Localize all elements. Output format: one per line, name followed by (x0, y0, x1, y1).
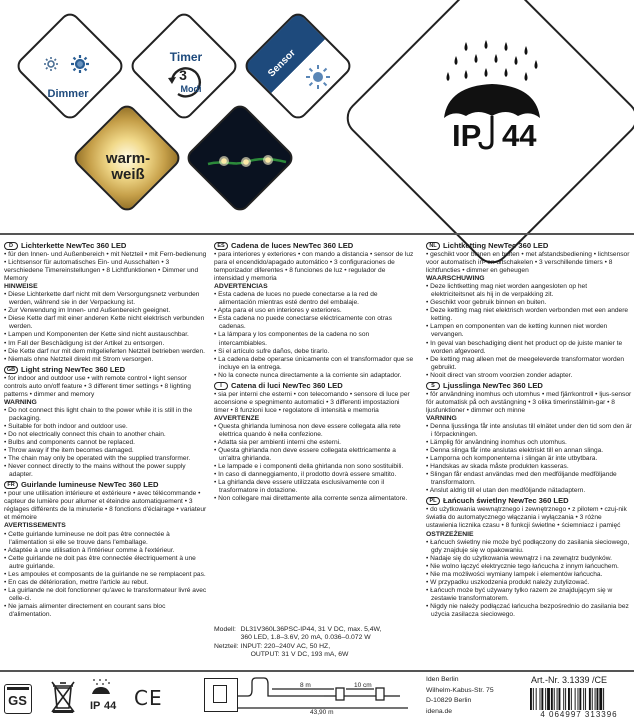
small-umbrella-icon (90, 678, 112, 698)
warning-item: • Ne jamais alimenter directement en courant sans bloc d'alimentation. (4, 602, 166, 618)
warning-heading: AVERTISSEMENTS (4, 522, 66, 530)
model-specs (214, 626, 383, 660)
feature-text: • för användning inomhus och utomhus • med fjärrkontroll • ljus-sensor för automatisk på och avstängning • 3 olika timerinställnin-gar • 8 ljusfunktioner • dimmer och minne (426, 390, 632, 414)
sensor-label: Sensor (266, 47, 298, 80)
address-line-3: D-10829 Berlin (426, 697, 472, 705)
warning-item: • Cette guirlande ne doit pas être connectée électriquement à une autre guirlande. (4, 554, 196, 570)
small-ip-number: 44 (104, 700, 117, 712)
warning-item: • Questa ghirlanda luminosa non deve essere collegata alla rete elettrica quando è nella confezione. (214, 422, 401, 438)
warning-item: • Geschikt voor gebruik binnen en buiten. (426, 299, 547, 307)
barcode-bar (585, 688, 586, 710)
warning-heading: VARNING (426, 414, 457, 422)
warning-item: • Lampen en componenten van de ketting kunnen niet worden vervangen. (426, 323, 608, 339)
warning-item: • Handskas av skada måste produkten kasseras. (426, 463, 569, 471)
section-title: Catena di luci NewTec 360 LED (231, 380, 343, 390)
section-heading (214, 241, 414, 251)
warning-heading: HINWEISE (4, 283, 38, 291)
barcode-bar (571, 688, 572, 710)
warning-item: • Suitable for both indoor and outdoor use. (4, 422, 128, 430)
section-title: Łańcuch świetlny NewTec 360 LED (443, 496, 569, 506)
sensor-icon-frame (241, 9, 354, 122)
warning-item: • Nooit direct van stroom voorzien zonder adapter. (426, 371, 573, 379)
barcode-bar (597, 688, 599, 710)
barcode-bar (568, 688, 570, 710)
warning-item: • Throw away if the item becomes damaged. (4, 447, 134, 455)
barcode-bars (528, 688, 630, 712)
warning-heading: AVVERTENZE (214, 414, 260, 422)
warning-item: • Łańcuch świetlny nie może być podłączony do zasilania sieciowego, gdy znajduje się w opakowaniu. (426, 538, 630, 554)
warning-item: • Deze ketting mag niet elektrisch worden verbonden met een andere ketting. (426, 307, 629, 323)
model-value-2: 360 LED, 1.8–3.6V, 20 mA, 0.036–0.072 W (240, 634, 371, 642)
warning-item: • Deze lichtketting mag niet worden aangesloten op het elektriciteitsnet als hij in de verpakking zit. (426, 283, 588, 299)
language-badge: PL (426, 497, 440, 505)
warning-item: • In geval van beschadiging dient het product op de juiste manier te worden afgevoerd. (426, 339, 623, 355)
warning-item: • Lämplig för användning inomhus och utomhus. (426, 439, 567, 447)
warning-item: • Apta para el uso en interiores y exteriores. (214, 307, 342, 315)
warning-item: • Slingan får endast användas med den medföljande medföljande transformatorn. (426, 471, 617, 487)
netzteil-value-1: INPUT: 220–240V AC, 50 HZ, (240, 642, 331, 650)
warning-item: • De ketting mag alleen met de meegeleverde transformator worden gebruikt. (426, 355, 625, 371)
language-badge: I (214, 382, 228, 390)
barcode-digits: 4 064997 313396 (540, 710, 618, 719)
warning-item: • Do not connect this light chain to the power while it is still in the packaging. (4, 406, 193, 422)
dim-10cm: 10 cm (354, 682, 372, 689)
section-title: Lichterkette NewTec 360 LED (21, 241, 127, 250)
section-heading (426, 241, 632, 251)
warning-item: • Esta cadena no puede conectarse eléctricamente con otras cadenas. (214, 315, 392, 331)
barcode-bar (530, 688, 532, 710)
warning-item: • Zur Verwendung im Innen- und Außenbereich geeignet. (4, 307, 171, 315)
barcode-bar (579, 688, 581, 710)
warning-item: • Esta cadena de luces no puede conectarse a la red de alimentación mientras esté dentro del embalaje. (214, 291, 378, 307)
warm-label-2: weiß (111, 166, 145, 183)
barcode-bar (589, 688, 591, 710)
article-number: Art.-Nr. 3.1339 /CE (531, 675, 608, 685)
timer-label: Timer (169, 50, 203, 64)
language-badge: GB (4, 366, 18, 374)
language-badge: FR (4, 481, 18, 489)
barcode-bar (541, 688, 543, 710)
warning-item: • Diese Lichterkette darf nicht mit dem Versorgungsnetz verbunden werden, während sie in der Verpackung ist. (4, 291, 200, 307)
barcode-bar (547, 688, 550, 710)
model-value-1: DL31V360L36PSC-IP44, 31 V DC, max. 5,4W, (240, 626, 382, 633)
warning-item: • Nie ma możliwości wymiany lampek i elementów łańcucha. (426, 570, 603, 578)
warning-item: • Never connect directly to the mains without the power supply adapter. (4, 463, 186, 479)
sun-icon (303, 62, 333, 92)
language-badge: ES (214, 242, 228, 250)
modi-label: Modi (180, 84, 202, 94)
section-title: Cadena de luces NewTec 360 LED (231, 241, 354, 250)
feature-text: • para interiores y exteriores • con mando a distancia • sensor de luz para el encendido/apagado automático • 3 configuraciones de temporizador diferentes • 8 funciones de luz • regulador de intensidad y memoria (214, 251, 414, 283)
section-heading (214, 381, 414, 391)
gs-label: GS (8, 693, 27, 708)
barcode-bar (540, 688, 541, 710)
section-title: Guirlande lumineuse NewTec 360 LED (21, 480, 159, 490)
barcode-bar (575, 688, 576, 710)
barcode-bar (603, 688, 604, 710)
warning-item: • Łańcuch może być używany tylko razem ze znajdującym się w zestawie transformatorem. (426, 586, 613, 602)
warning-item: • Denna slinga får inte anslutas elektriskt till en annan slinga. (426, 447, 604, 455)
warning-item: • La guirlande ne doit fonctionner qu'avec le transformateur livré avec celle-ci. (4, 586, 207, 602)
warning-item: • Non collegare mai direttamente alla corrente senza alimentatore. (214, 495, 408, 503)
warning-item: • Cette guirlande lumineuse ne doit pas être connectée à l'alimentation si elle se trouve dans l'emballage. (4, 530, 170, 546)
adapter-diagram (204, 678, 238, 712)
feature-icons (0, 0, 634, 232)
barcode-bar (559, 688, 561, 710)
warning-item: • Bulbs and components cannot be replaced. (4, 439, 135, 447)
barcode-bar (536, 688, 537, 710)
dim-8m: 8 m (300, 682, 311, 689)
feature-text: • für den Innen- und Außenbereich • mit Netzteil • mit Fern-bedienung • Lichtsensor für automatisches Ein- und Ausschalten • 3 verschiedene Timereinstellungen • 8 Lichtfunktionen • Dimmer und Memory (4, 251, 207, 283)
warning-item: • Le lampade e i componenti della ghirlanda non sono sostituibili. (214, 463, 404, 471)
section-title: Light string NewTec 360 LED (21, 364, 126, 374)
barcode-bar (599, 688, 602, 710)
barcode-bar (545, 688, 546, 710)
warning-item: • Adaptée à une utilisation à l'intérieur comme à l'extérieur. (4, 546, 175, 554)
barcode-bar (595, 688, 596, 710)
warning-item: • Diese Kette darf mit einer anderen Kette nicht elektrisch verbunden werden. (4, 315, 205, 331)
model-key: Modell: (214, 626, 236, 633)
section-heading (4, 365, 207, 375)
warning-item: • Questa ghirlanda non deve essere collegata elettricamente a un'altra ghirlanda. (214, 447, 396, 463)
warning-item: • Lamporna och komponenterna i slingan är inte utbytbara. (426, 455, 598, 463)
section-heading (426, 381, 632, 391)
warning-item: • La lámpara y los componentes de la cadena no son intercambiables. (214, 331, 370, 347)
dimmer-icon (36, 54, 96, 82)
barcode-bar (583, 688, 584, 710)
warning-item: • W przypadku uszkodzenia produkt należy zutylizować. (426, 578, 590, 586)
warning-item: • Denna ljusslinga får inte anslutas till elnätet under den tid som den är i förpackningen. (426, 422, 632, 438)
timer-number: 3 (179, 67, 187, 83)
language-badge: S (426, 382, 440, 390)
warning-item: • Im Fall der Beschädigung ist der Artikel zu entsorgen. (4, 339, 165, 347)
barcode-bar (554, 688, 555, 710)
gs-mark-icon (4, 684, 32, 714)
barcode (528, 688, 630, 718)
warning-item: • Lampen und Komponenten der Kette sind nicht austauschbar. (4, 331, 189, 339)
barcode-bar (565, 688, 566, 710)
warning-item: • Les ampoules et composants de la guirlande ne se remplacent pas. (4, 570, 206, 578)
warning-item: • En cas de détérioration, mettre l'article au rebut. (4, 578, 149, 586)
small-ip-label: IP (90, 700, 101, 712)
dim-total: 43,90 m (310, 709, 334, 716)
warning-item: • The chain may only be operated with the supplied transformer. (4, 455, 191, 463)
section-heading (4, 241, 207, 251)
feature-text: • sia per interni che esterni • con telecomando • sensore di luce per accensione e spegnimento automatici • 3 differenti impostazioni timer • 8 funzioni luce • regolatore di intensità e memoria (214, 390, 410, 414)
section-title: Lichtketting NewTec 360 LED (443, 241, 549, 250)
warning-heading: WAARSCHUWING (426, 275, 485, 283)
feature-text: • pour une utilisation intérieure et extérieure • avec télécommande • capteur de lumière pour allumer et éteindre automatiquement • 3 réglages différents de la minuterie • 8 fonctions d'éclairage • variateur et mémoire (4, 490, 207, 522)
warning-item: • Adatta sia per ambienti interni che esterni. (214, 439, 341, 447)
address-line-2: Wilhelm-Kabus-Str. 75 (426, 686, 494, 694)
ip-label: IP (452, 118, 482, 153)
warning-heading: WARNING (4, 398, 37, 406)
netzteil-value-2: OUTPUT: 31 V DC, 193 mA, 6W (250, 651, 349, 659)
feature-text: • do użytkowania wewnątrznego i zewnętrznego • z pilotem • czuj-nik światła do automatycznego włączania i wyłączania • 3 różne ustawienia licznika czasu • 8 funkcji świetlne • ściemniacz i pamięć (426, 506, 627, 530)
section-heading (4, 480, 207, 490)
column-middle (214, 240, 414, 503)
warning-item: • Si el artículo sufre daños, debe tirarlo. (214, 347, 330, 355)
barcode-bar (563, 688, 564, 710)
barcode-bar (557, 688, 558, 710)
dimmer-label: Dimmer (47, 88, 89, 100)
warning-heading: OSTRZEŻENIE (426, 530, 474, 538)
section-heading (426, 496, 632, 506)
warning-item: • In caso di danneggiamento, il prodotto dovrà essere smaltito. (214, 471, 397, 479)
barcode-bar (533, 688, 534, 710)
warning-item: • Nadaje się do użytkowania wewnątrz i na zewnątrz budynków. (426, 554, 612, 562)
warning-item: • Nie wolno łączyć elektrycznie tego łańcucha z innym łańcuchem. (426, 562, 619, 570)
warning-item: • La ghirlanda deve essere utilizzata esclusivamente con il trasformatore in dotazione. (214, 479, 385, 495)
warning-item: • Anslut aldrig till el utan den medföljande nätadaptern. (426, 487, 586, 495)
section-title: Ljusslinga NewTec 360 LED (443, 380, 543, 390)
weee-bin-icon (50, 680, 76, 714)
feature-text: • geschikt voor binnen en buiten • met afstandsbediening • lichtsensor voor automatisch in- en uitschakelen • 3 verschillende timers • 8 lichtfuncties • dimmer en geheugen (426, 251, 630, 275)
netzteil-key: Netzteil: (214, 642, 239, 650)
column-left (4, 240, 207, 619)
warning-item: • Niemals ohne Netzteil direkt mit Strom versorgen. (4, 355, 154, 363)
feature-text: • for indoor and outdoor use • with remote control • light sensor controls auto on/off feature • 3 different timer settings • 8 lighting patterns • dimmer and memory (4, 374, 191, 398)
column-right (426, 240, 632, 619)
warning-item: • Die Kette darf nur mit dem mitgelieferten Netzteil betrieben werden. (4, 347, 205, 355)
ce-mark: CE (134, 686, 163, 710)
warning-item: • La cadena debe operarse únicamente con el transformador que se incluye en la entrega. (214, 355, 414, 371)
warning-item: • No la conecte nunca directamente a la corriente sin adaptador. (214, 371, 402, 379)
warm-label-1: warm- (105, 150, 151, 167)
barcode-bar (551, 688, 553, 710)
barcode-bar (578, 688, 579, 710)
barcode-bar (592, 688, 593, 710)
address (426, 675, 494, 717)
warning-item: • Do not electrically connect this chain to another chain. (4, 430, 166, 438)
address-line-1: Iden Berlin (426, 676, 459, 683)
green-wire-icon (204, 140, 290, 180)
ip-number: 44 (502, 118, 537, 153)
language-badge: NL (426, 242, 440, 250)
language-badge: D (4, 242, 18, 250)
top-divider (0, 233, 634, 235)
address-line-4: idena.de (426, 707, 453, 715)
warning-item: • Nigdy nie należy podłączać łańcucha bezpośrednio do zasilania bez użycia zasilacza sieciowego. (426, 602, 629, 618)
warning-heading: ADVERTENCIAS (214, 283, 268, 291)
